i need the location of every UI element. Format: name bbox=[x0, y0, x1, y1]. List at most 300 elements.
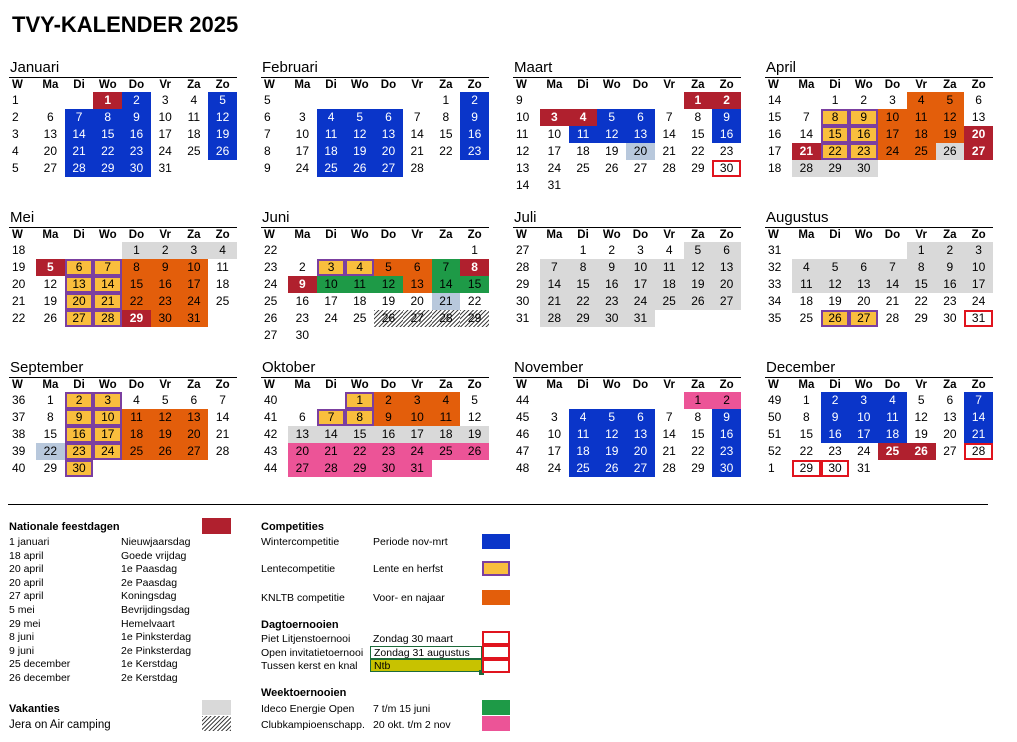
day-cell[interactable]: 6 bbox=[403, 259, 432, 276]
day-cell[interactable]: 1 bbox=[684, 92, 713, 109]
day-cell[interactable]: 18 bbox=[215, 277, 230, 291]
day-cell[interactable]: 7 bbox=[65, 109, 94, 126]
day-cell[interactable] bbox=[792, 242, 821, 259]
day-cell[interactable]: 7 bbox=[432, 259, 461, 276]
day-cell[interactable]: 19 bbox=[605, 144, 619, 158]
day-cell[interactable]: 2 bbox=[374, 392, 403, 409]
day-cell[interactable]: 14 bbox=[540, 276, 569, 293]
day-cell[interactable]: 9 bbox=[65, 409, 94, 426]
day-cell[interactable]: 11 bbox=[122, 409, 151, 426]
day-cell[interactable]: 30 bbox=[122, 160, 151, 177]
day-cell[interactable] bbox=[460, 327, 489, 344]
day-cell[interactable]: 29 bbox=[122, 310, 151, 327]
day-cell[interactable]: 12 bbox=[597, 426, 626, 443]
day-cell[interactable]: 27 bbox=[633, 161, 648, 175]
day-cell[interactable] bbox=[597, 92, 626, 109]
day-cell[interactable]: 4 bbox=[208, 242, 237, 259]
day-cell[interactable]: 8 bbox=[569, 259, 598, 276]
day-cell[interactable]: 22 bbox=[691, 144, 705, 158]
day-cell[interactable]: 16 bbox=[849, 126, 878, 143]
day-cell[interactable]: 30 bbox=[712, 460, 741, 477]
day-cell[interactable]: 26 bbox=[460, 443, 489, 460]
day-cell[interactable]: 4 bbox=[432, 392, 461, 409]
day-cell[interactable]: 12 bbox=[151, 409, 180, 426]
day-cell[interactable]: 23 bbox=[122, 143, 151, 160]
day-cell[interactable] bbox=[288, 392, 317, 409]
day-cell[interactable]: 28 bbox=[792, 160, 821, 177]
day-cell[interactable]: 1 bbox=[471, 243, 478, 257]
day-cell[interactable]: 15 bbox=[799, 427, 814, 441]
day-cell[interactable]: 16 bbox=[597, 276, 626, 293]
day-cell[interactable]: 27 bbox=[65, 310, 94, 327]
day-cell[interactable]: 21 bbox=[317, 443, 346, 460]
day-cell[interactable]: 19 bbox=[914, 427, 928, 441]
day-cell[interactable]: 5 bbox=[208, 92, 237, 109]
day-cell[interactable]: 18 bbox=[878, 426, 907, 443]
day-cell[interactable]: 19 bbox=[151, 426, 180, 443]
day-cell[interactable]: 14 bbox=[662, 127, 676, 141]
day-cell[interactable]: 10 bbox=[317, 276, 346, 293]
day-cell[interactable]: 7 bbox=[219, 393, 226, 407]
day-cell[interactable]: 19 bbox=[936, 126, 965, 143]
day-cell[interactable] bbox=[712, 177, 741, 194]
day-cell[interactable]: 28 bbox=[885, 311, 900, 325]
day-cell[interactable]: 20 bbox=[712, 276, 741, 293]
day-cell[interactable]: 23 bbox=[374, 443, 403, 460]
day-cell[interactable]: 20 bbox=[410, 294, 424, 308]
day-cell[interactable]: 30 bbox=[65, 460, 94, 477]
day-cell[interactable] bbox=[878, 160, 907, 177]
day-cell[interactable]: 19 bbox=[43, 294, 58, 308]
day-cell[interactable]: 23 bbox=[65, 443, 94, 460]
day-cell[interactable] bbox=[374, 242, 403, 259]
day-cell[interactable]: 15 bbox=[93, 126, 122, 143]
day-cell[interactable] bbox=[792, 92, 821, 109]
day-cell[interactable]: 5 bbox=[684, 242, 713, 259]
day-cell[interactable] bbox=[597, 392, 626, 409]
day-cell[interactable]: 7 bbox=[413, 110, 421, 124]
day-cell[interactable] bbox=[403, 242, 432, 259]
day-cell[interactable]: 29 bbox=[569, 310, 598, 327]
day-cell[interactable]: 9 bbox=[597, 259, 626, 276]
day-cell[interactable]: 22 bbox=[569, 293, 598, 310]
day-cell[interactable]: 16 bbox=[460, 126, 489, 143]
day-cell[interactable] bbox=[684, 310, 713, 327]
day-cell[interactable]: 20 bbox=[288, 443, 317, 460]
day-cell[interactable]: 1 bbox=[345, 392, 374, 409]
day-cell[interactable] bbox=[432, 242, 461, 259]
day-cell[interactable]: 11 bbox=[317, 126, 346, 143]
day-cell[interactable]: 17 bbox=[547, 444, 562, 458]
day-cell[interactable]: 16 bbox=[936, 276, 965, 293]
day-cell[interactable]: 25 bbox=[122, 443, 151, 460]
day-cell[interactable]: 21 bbox=[964, 426, 993, 443]
day-cell[interactable]: 15 bbox=[821, 126, 850, 143]
day-cell[interactable]: 21 bbox=[410, 144, 424, 158]
day-cell[interactable]: 22 bbox=[122, 293, 151, 310]
day-cell[interactable]: 25 bbox=[655, 293, 684, 310]
day-cell[interactable]: 15 bbox=[569, 276, 598, 293]
day-cell[interactable]: 21 bbox=[65, 143, 94, 160]
day-cell[interactable]: 18 bbox=[576, 144, 590, 158]
day-cell[interactable]: 27 bbox=[712, 293, 741, 310]
day-cell[interactable]: 10 bbox=[849, 409, 878, 426]
day-cell[interactable]: 28 bbox=[93, 310, 122, 327]
day-cell[interactable]: 5 bbox=[917, 393, 925, 407]
day-cell[interactable]: 8 bbox=[345, 409, 374, 426]
day-cell[interactable]: 1 bbox=[47, 393, 54, 407]
day-cell[interactable]: 3 bbox=[403, 392, 432, 409]
day-cell[interactable] bbox=[288, 92, 317, 109]
day-cell[interactable]: 29 bbox=[792, 460, 821, 477]
day-cell[interactable]: 26 bbox=[605, 161, 619, 175]
day-cell[interactable]: 8 bbox=[122, 259, 151, 276]
day-cell[interactable]: 14 bbox=[878, 276, 907, 293]
day-cell[interactable]: 6 bbox=[374, 109, 403, 126]
day-cell[interactable]: 10 bbox=[180, 259, 209, 276]
day-cell[interactable]: 9 bbox=[151, 259, 180, 276]
day-cell[interactable]: 5 bbox=[597, 109, 626, 126]
day-cell[interactable] bbox=[964, 160, 993, 177]
day-cell[interactable]: 19 bbox=[597, 443, 626, 460]
day-cell[interactable]: 6 bbox=[946, 393, 954, 407]
day-cell[interactable]: 18 bbox=[122, 426, 151, 443]
day-cell[interactable]: 28 bbox=[662, 461, 676, 475]
day-cell[interactable]: 13 bbox=[849, 276, 878, 293]
day-cell[interactable]: 19 bbox=[381, 294, 396, 308]
day-cell[interactable]: 23 bbox=[295, 311, 310, 325]
day-cell[interactable]: 14 bbox=[799, 127, 814, 141]
day-cell[interactable]: 26 bbox=[208, 143, 237, 160]
day-cell[interactable]: 4 bbox=[792, 259, 821, 276]
day-cell[interactable]: 16 bbox=[122, 126, 151, 143]
day-cell[interactable]: 22 bbox=[467, 294, 482, 308]
day-cell[interactable]: 23 bbox=[719, 144, 734, 158]
day-cell[interactable]: 16 bbox=[712, 426, 741, 443]
day-cell[interactable] bbox=[540, 242, 569, 259]
day-cell[interactable] bbox=[936, 160, 965, 177]
day-cell[interactable]: 20 bbox=[65, 293, 94, 310]
day-cell[interactable]: 26 bbox=[821, 310, 850, 327]
day-cell[interactable]: 11 bbox=[569, 426, 598, 443]
day-cell[interactable]: 22 bbox=[821, 143, 850, 160]
day-cell[interactable]: 18 bbox=[655, 276, 684, 293]
day-cell[interactable]: 22 bbox=[799, 444, 814, 458]
day-cell[interactable]: 2 bbox=[122, 92, 151, 109]
day-cell[interactable] bbox=[317, 92, 346, 109]
day-cell[interactable]: 15 bbox=[691, 427, 705, 441]
day-cell[interactable]: 12 bbox=[597, 126, 626, 143]
day-cell[interactable]: 17 bbox=[964, 276, 993, 293]
day-cell[interactable]: 28 bbox=[317, 460, 346, 477]
day-cell[interactable] bbox=[626, 392, 655, 409]
day-cell[interactable]: 12 bbox=[374, 276, 403, 293]
day-cell[interactable]: 5 bbox=[161, 393, 169, 407]
day-cell[interactable]: 24 bbox=[857, 444, 871, 458]
day-cell[interactable]: 17 bbox=[295, 144, 310, 158]
day-cell[interactable]: 10 bbox=[964, 259, 993, 276]
day-cell[interactable] bbox=[432, 160, 461, 177]
day-cell[interactable] bbox=[93, 460, 122, 477]
day-cell[interactable] bbox=[569, 177, 598, 194]
day-cell[interactable]: 14 bbox=[93, 276, 122, 293]
day-cell[interactable]: 28 bbox=[540, 310, 569, 327]
day-cell[interactable]: 31 bbox=[964, 310, 993, 327]
day-cell[interactable] bbox=[208, 160, 237, 177]
day-cell[interactable]: 23 bbox=[828, 444, 842, 458]
day-cell[interactable]: 14 bbox=[964, 409, 993, 426]
day-cell[interactable]: 22 bbox=[691, 444, 705, 458]
day-cell[interactable]: 29 bbox=[345, 460, 374, 477]
day-cell[interactable] bbox=[597, 177, 626, 194]
day-cell[interactable] bbox=[65, 92, 94, 109]
day-cell[interactable]: 16 bbox=[295, 294, 310, 308]
day-cell[interactable]: 27 bbox=[626, 460, 655, 477]
day-cell[interactable]: 16 bbox=[374, 426, 403, 443]
day-cell[interactable]: 17 bbox=[158, 127, 172, 141]
day-cell[interactable]: 24 bbox=[878, 143, 907, 160]
day-cell[interactable]: 23 bbox=[151, 293, 180, 310]
day-cell[interactable] bbox=[655, 310, 684, 327]
day-cell[interactable]: 10 bbox=[878, 109, 907, 126]
day-cell[interactable] bbox=[907, 160, 936, 177]
day-cell[interactable]: 8 bbox=[803, 410, 810, 424]
day-cell[interactable]: 15 bbox=[345, 426, 374, 443]
day-cell[interactable]: 31 bbox=[857, 461, 871, 475]
day-cell[interactable]: 17 bbox=[403, 426, 432, 443]
day-cell[interactable] bbox=[208, 460, 237, 477]
day-cell[interactable]: 11 bbox=[432, 409, 461, 426]
day-cell[interactable]: 18 bbox=[907, 126, 936, 143]
day-cell[interactable]: 11 bbox=[878, 409, 907, 426]
day-cell[interactable]: 20 bbox=[180, 426, 209, 443]
day-cell[interactable]: 25 bbox=[187, 144, 201, 158]
day-cell[interactable] bbox=[655, 177, 684, 194]
day-cell[interactable]: 11 bbox=[907, 109, 936, 126]
day-cell[interactable]: 13 bbox=[65, 276, 94, 293]
day-cell[interactable]: 19 bbox=[828, 294, 842, 308]
day-cell[interactable]: 1 bbox=[684, 392, 713, 409]
day-cell[interactable]: 21 bbox=[215, 427, 230, 441]
day-cell[interactable]: 12 bbox=[43, 277, 58, 291]
day-cell[interactable]: 19 bbox=[345, 143, 374, 160]
day-cell[interactable]: 20 bbox=[857, 294, 871, 308]
day-cell[interactable]: 24 bbox=[180, 293, 209, 310]
day-cell[interactable]: 22 bbox=[439, 144, 453, 158]
day-cell[interactable]: 23 bbox=[943, 294, 957, 308]
day-cell[interactable] bbox=[460, 460, 489, 477]
day-cell[interactable]: 8 bbox=[821, 109, 850, 126]
day-cell[interactable]: 1 bbox=[803, 393, 810, 407]
day-cell[interactable]: 15 bbox=[439, 127, 453, 141]
day-cell[interactable]: 7 bbox=[540, 259, 569, 276]
day-cell[interactable] bbox=[317, 327, 346, 344]
day-cell[interactable]: 8 bbox=[907, 259, 936, 276]
day-cell[interactable] bbox=[180, 160, 209, 177]
day-cell[interactable] bbox=[655, 392, 684, 409]
day-cell[interactable]: 19 bbox=[460, 426, 489, 443]
day-cell[interactable]: 10 bbox=[295, 127, 310, 141]
day-cell[interactable]: 17 bbox=[878, 126, 907, 143]
day-cell[interactable] bbox=[907, 460, 936, 477]
day-cell[interactable] bbox=[878, 242, 907, 259]
day-cell[interactable]: 9 bbox=[936, 259, 965, 276]
day-cell[interactable] bbox=[712, 310, 741, 327]
day-cell[interactable] bbox=[345, 327, 374, 344]
day-cell[interactable]: 18 bbox=[432, 426, 461, 443]
day-cell[interactable] bbox=[432, 460, 461, 477]
day-cell[interactable]: 21 bbox=[432, 293, 461, 310]
day-cell[interactable]: 3 bbox=[161, 93, 169, 107]
day-cell[interactable]: 6 bbox=[626, 109, 655, 126]
day-cell[interactable]: 9 bbox=[712, 409, 741, 426]
day-cell[interactable] bbox=[626, 92, 655, 109]
day-cell[interactable]: 2 bbox=[299, 260, 306, 274]
day-cell[interactable]: 6 bbox=[299, 410, 306, 424]
day-cell[interactable] bbox=[655, 92, 684, 109]
day-cell[interactable]: 12 bbox=[684, 259, 713, 276]
day-cell[interactable]: 13 bbox=[374, 126, 403, 143]
day-cell[interactable] bbox=[540, 92, 569, 109]
day-cell[interactable]: 29 bbox=[691, 461, 705, 475]
day-cell[interactable]: 15 bbox=[691, 127, 705, 141]
day-cell[interactable]: 30 bbox=[849, 160, 878, 177]
day-cell[interactable]: 5 bbox=[471, 393, 478, 407]
day-cell[interactable]: 28 bbox=[65, 160, 94, 177]
day-cell[interactable]: 23 bbox=[460, 143, 489, 160]
day-cell[interactable]: 12 bbox=[208, 109, 237, 126]
day-cell[interactable]: 21 bbox=[662, 444, 676, 458]
day-cell[interactable]: 15 bbox=[122, 276, 151, 293]
day-cell[interactable]: 3 bbox=[317, 259, 346, 276]
day-cell[interactable]: 25 bbox=[907, 143, 936, 160]
day-cell[interactable]: 14 bbox=[410, 127, 424, 141]
day-cell[interactable] bbox=[36, 242, 65, 259]
day-cell[interactable]: 6 bbox=[712, 242, 741, 259]
day-cell[interactable]: 25 bbox=[215, 294, 230, 308]
day-cell[interactable]: 3 bbox=[299, 110, 306, 124]
tournament-desc-selected-cell[interactable]: Ntb bbox=[370, 659, 482, 672]
day-cell[interactable]: 17 bbox=[626, 276, 655, 293]
day-cell[interactable]: 11 bbox=[655, 259, 684, 276]
day-cell[interactable]: 1 bbox=[831, 93, 839, 107]
day-cell[interactable]: 9 bbox=[712, 109, 741, 126]
day-cell[interactable]: 16 bbox=[65, 426, 94, 443]
day-cell[interactable]: 7 bbox=[665, 410, 673, 424]
day-cell[interactable]: 29 bbox=[691, 161, 705, 175]
day-cell[interactable] bbox=[460, 160, 489, 177]
day-cell[interactable] bbox=[36, 92, 65, 109]
day-cell[interactable] bbox=[345, 242, 374, 259]
day-cell[interactable]: 2 bbox=[860, 93, 868, 107]
day-cell[interactable]: 3 bbox=[551, 410, 558, 424]
day-cell[interactable]: 24 bbox=[158, 144, 172, 158]
day-cell[interactable]: 5 bbox=[821, 259, 850, 276]
day-cell[interactable]: 7 bbox=[803, 110, 810, 124]
day-cell[interactable]: 26 bbox=[907, 443, 936, 460]
day-cell[interactable]: 2 bbox=[712, 392, 741, 409]
day-cell[interactable]: 25 bbox=[576, 161, 590, 175]
day-cell[interactable]: 11 bbox=[569, 126, 598, 143]
day-cell[interactable]: 4 bbox=[317, 109, 346, 126]
day-cell[interactable]: 25 bbox=[353, 311, 367, 325]
day-cell[interactable]: 10 bbox=[547, 127, 562, 141]
day-cell[interactable]: 24 bbox=[971, 294, 986, 308]
day-cell[interactable]: 22 bbox=[345, 443, 374, 460]
day-cell[interactable]: 29 bbox=[460, 310, 489, 327]
day-cell[interactable]: 3 bbox=[849, 392, 878, 409]
day-cell[interactable] bbox=[208, 310, 237, 327]
day-cell[interactable]: 2 bbox=[821, 392, 850, 409]
day-cell[interactable]: 24 bbox=[295, 161, 310, 175]
day-cell[interactable]: 30 bbox=[151, 310, 180, 327]
day-cell[interactable]: 10 bbox=[403, 409, 432, 426]
day-cell[interactable]: 6 bbox=[849, 259, 878, 276]
day-cell[interactable]: 28 bbox=[662, 161, 676, 175]
day-cell[interactable]: 25 bbox=[317, 160, 346, 177]
day-cell[interactable]: 24 bbox=[324, 311, 338, 325]
day-cell[interactable] bbox=[569, 392, 598, 409]
day-cell[interactable]: 5 bbox=[36, 259, 65, 276]
day-cell[interactable]: 5 bbox=[345, 109, 374, 126]
day-cell[interactable] bbox=[374, 92, 403, 109]
day-cell[interactable]: 31 bbox=[626, 310, 655, 327]
day-cell[interactable]: 20 bbox=[626, 443, 655, 460]
day-cell[interactable]: 29 bbox=[821, 160, 850, 177]
day-cell[interactable]: 13 bbox=[971, 110, 986, 124]
day-cell[interactable]: 13 bbox=[626, 126, 655, 143]
day-cell[interactable] bbox=[180, 460, 209, 477]
day-cell[interactable]: 13 bbox=[943, 410, 957, 424]
day-cell[interactable]: 5 bbox=[374, 259, 403, 276]
day-cell[interactable] bbox=[403, 92, 432, 109]
day-cell[interactable]: 3 bbox=[637, 243, 644, 257]
day-cell[interactable]: 1 bbox=[442, 93, 450, 107]
day-cell[interactable]: 28 bbox=[215, 444, 230, 458]
day-cell[interactable]: 1 bbox=[122, 242, 151, 259]
day-cell[interactable]: 17 bbox=[324, 294, 338, 308]
day-cell[interactable]: 21 bbox=[93, 293, 122, 310]
day-cell[interactable]: 24 bbox=[547, 161, 562, 175]
day-cell[interactable]: 21 bbox=[540, 293, 569, 310]
day-cell[interactable]: 27 bbox=[964, 143, 993, 160]
day-cell[interactable]: 7 bbox=[964, 392, 993, 409]
day-cell[interactable]: 23 bbox=[712, 443, 741, 460]
day-cell[interactable]: 15 bbox=[907, 276, 936, 293]
day-cell[interactable]: 22 bbox=[93, 143, 122, 160]
day-cell[interactable]: 17 bbox=[849, 426, 878, 443]
day-cell[interactable] bbox=[122, 460, 151, 477]
day-cell[interactable] bbox=[403, 327, 432, 344]
day-cell[interactable]: 13 bbox=[626, 426, 655, 443]
day-cell[interactable] bbox=[626, 177, 655, 194]
day-cell[interactable]: 29 bbox=[914, 311, 928, 325]
day-cell[interactable]: 28 bbox=[432, 310, 461, 327]
day-cell[interactable]: 19 bbox=[208, 126, 237, 143]
day-cell[interactable]: 8 bbox=[694, 110, 702, 124]
day-cell[interactable]: 6 bbox=[47, 110, 54, 124]
day-cell[interactable] bbox=[936, 460, 965, 477]
day-cell[interactable]: 23 bbox=[849, 143, 878, 160]
day-cell[interactable]: 18 bbox=[569, 443, 598, 460]
day-cell[interactable]: 26 bbox=[597, 460, 626, 477]
day-cell[interactable]: 2 bbox=[65, 392, 94, 409]
day-cell[interactable]: 27 bbox=[403, 310, 432, 327]
day-cell[interactable]: 21 bbox=[662, 144, 676, 158]
day-cell[interactable]: 30 bbox=[712, 160, 741, 177]
day-cell[interactable]: 12 bbox=[914, 410, 928, 424]
day-cell[interactable]: 20 bbox=[374, 143, 403, 160]
